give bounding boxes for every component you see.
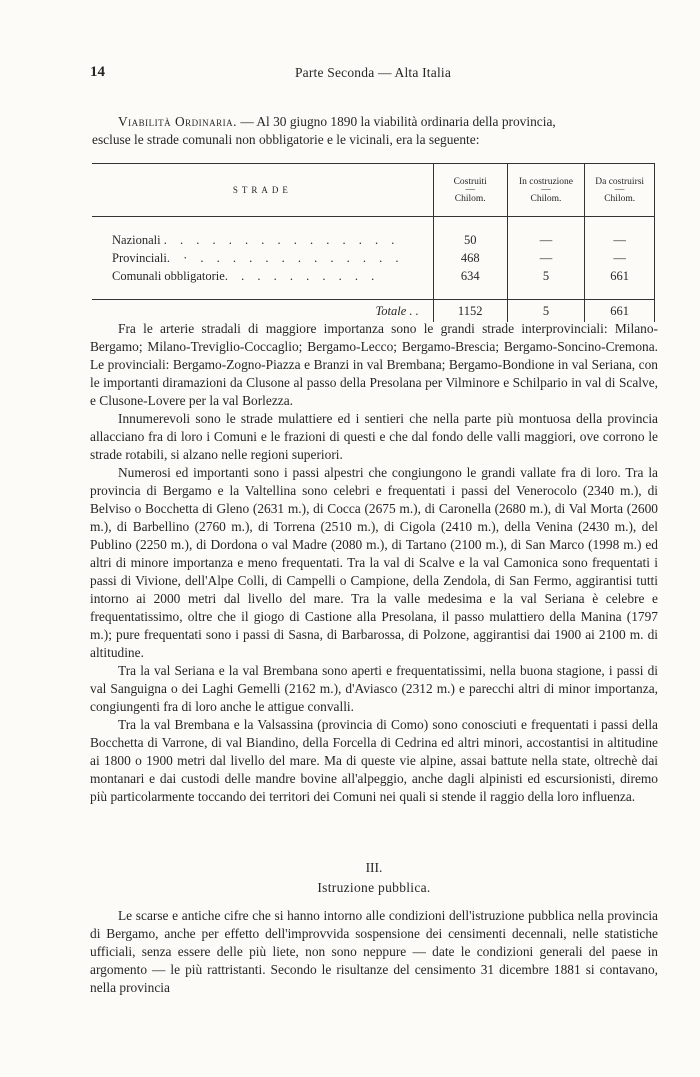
road-table (92, 163, 655, 322)
paragraph: Le scarse e antiche cifre che si hanno intorno alle condizioni dell'istruzione pubblica nella provincia di Bergamo, anche per effetto dell'improvvida sospensione dei censimenti decennali, nelle statistiche ufficiali, senza essere delle più liete, non sono neppure — date le condizioni generali del paese in argomento — le più rattristanti. Secondo le risultanze del censimento 31 dicembre 1881 si contavano, nella provincia (90, 908, 658, 995)
col-in-costruzione: In costruzione — Chilom. (507, 164, 585, 217)
page-header (90, 64, 656, 84)
col-strade: STRADE (92, 164, 433, 217)
table-row: Nazionali . . . . . . . . . . . . . . . 50 — — (92, 231, 655, 249)
section-title: Istruzione pubblica. (317, 880, 431, 895)
intro-text: — Al 30 giugno 1890 la viabilità ordinaria della provincia, (237, 114, 556, 129)
paragraph: Tra la val Seriana e la val Brembana sono aperti e frequentatissimi, nella buona stagione, i passi di val Sanguigna o dei Laghi Gemelli (2162 m.), d'Aviasco (2312 m.) e parecchi altri di minor importanza, congiungenti fra di loro anche le attigue convalli. (90, 663, 658, 714)
col-da-costruirsi: Da costruirsi — Chilom. (585, 164, 655, 217)
intro-paragraph (92, 113, 658, 149)
page-number: 14 (90, 64, 105, 80)
intro-label: Viabilità Ordinaria. (118, 114, 238, 129)
paragraph: Numerosi ed importanti sono i passi alpestri che congiungono le grandi vallate fra di loro. Tra la provincia di Bergamo e la Valtellina sono celebri e frequentati i passi del Venerocolo (2340 m.), di Belviso o Bocchetta di Gleno (2631 m.), di Cocca (2675 m.), di Caronella (2680 m.), di Val Morta (2600 m.), di Barbellino (2760 m.), di Torrena (2510 m.), di Cigola (2410 m.), della Venina (2430 m.), del Publino (2250 m.), di Dordona o val Madre (2080 m.), di Tartano (2100 m.), di San Marco (1998 m.) ed altri di minore importanza e meno frequentati. Tra la val di Scalve e la val Camonica sono frequentati i passi di Vivione, dell'Alpe Colli, di Campelli o Campione, della Zendola, di San Fermo, aggirantisi tutti intorno ai 2000 metri dal livello del mare. Tra la valle medesima e la val Seriana è celebre e frequentatissimo, oltre che il giogo di Castione alla Presolana, il passo mulattiero della Manina (1797 m.); pure frequentati sono i passi di Sasna, di Barbarossa, di Polzone, aggirantisi dai 1900 ai 2100 m. di altitudine. (90, 465, 658, 660)
table-row: Provinciali. · . . . . . . . . . . . . . 468 — — (92, 249, 655, 267)
section-number: III. (365, 860, 383, 875)
table-header-row (92, 164, 655, 217)
table-total-row: Totale . . 1152 5 661 (92, 300, 655, 323)
body-text-2 (90, 907, 658, 997)
table-row: Comunali obbligatorie. . . . . . . . . . 634 5 661 (92, 267, 655, 285)
paragraph: Fra le arterie stradali di maggiore importanza sono le grandi strade interprovinciali: Milano-Bergamo; Milano-Treviglio-Coccaglio; Bergamo-Lecco; Bergamo-Brescia; Bergamo-Soncino-Cremona. Le provinciali: Bergamo-Zogno-Piazza e Branzi in val Brembana; Bergamo-Bondione in val Seriana, con le importanti diramazioni da Clusone al passo della Presolana per Vilminore e Schilpario in val di Scalve, e Clusone-Lovere per la val Borlezza. (90, 321, 658, 408)
body-text (90, 320, 658, 806)
paragraph: Tra la val Brembana e la Valsassina (provincia di Como) sono conosciuti e frequentati i passi della Bocchetta di Varrone, di val Biandino, della Forcella di Cedrina ed altri minori, accostantisi in altitudine ai 1800 o 1900 metri dal livello del mare. Ma di queste vie alpine, assai battute nella state, oltrechè dai montanari e dai custodi delle mandre bovine all'alpeggio, anche dagli alpinisti ed escursionisti, diremo più particolarmente toccando dei territori dei Comuni nei quali si stende il raggio della loro influenza. (90, 717, 658, 804)
col-costruiti: Costruiti — Chilom. (433, 164, 507, 217)
intro-line2: escluse le strade comunali non obbligatorie e le vicinali, era la seguente: (92, 132, 480, 147)
paragraph: Innumerevoli sono le strade mulattiere ed i sentieri che nella parte più montuosa della provincia allacciano fra di loro i Comuni e le frazioni di questi e che dal fondo delle valli maggiori, ove corrono le strade rotabili, si alzano nelle regioni superiori. (90, 411, 658, 462)
running-title: Parte Seconda — Alta Italia (294, 65, 452, 80)
